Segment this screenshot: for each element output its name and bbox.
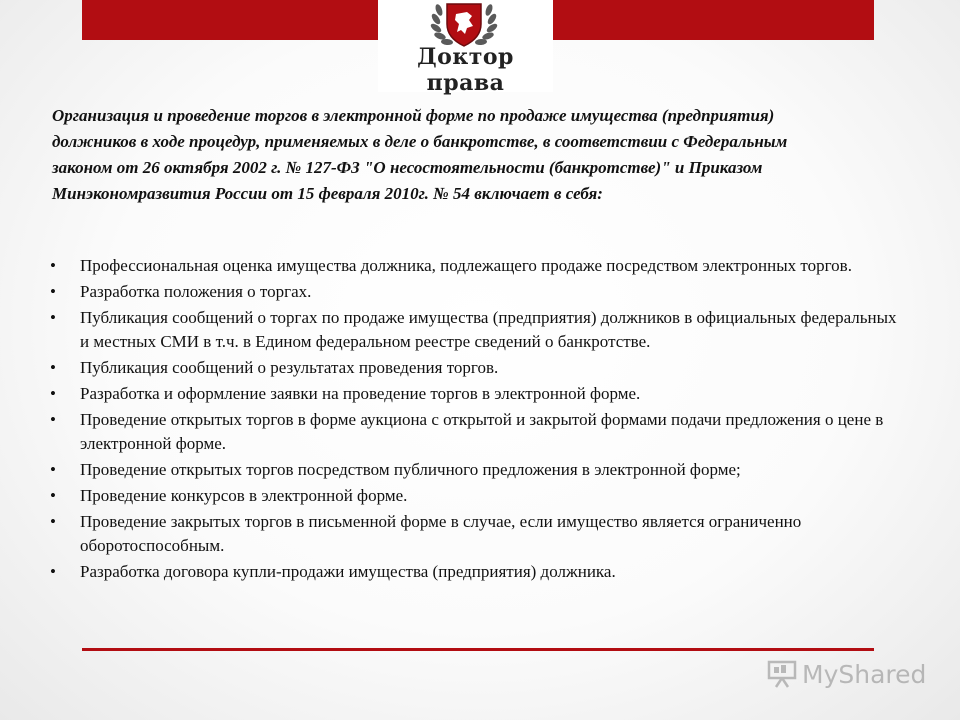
services-list	[48, 254, 908, 586]
list-item-text: Публикация сообщений о результатах проведения торгов.	[80, 358, 499, 377]
list-item	[48, 356, 908, 380]
bottom-divider	[82, 648, 874, 651]
bullet: •	[50, 358, 56, 377]
bullet: •	[50, 562, 56, 581]
list-item-text: Проведение открытых торгов в форме аукциона с открытой и закрытой формами подачи предложения о цене в электронной форме.	[80, 410, 884, 453]
presentation-screen-icon	[766, 659, 798, 689]
intro-paragraph: Организация и проведение торгов в электронной форме по продаже имущества (предприятия) должников в ходе процедур, применяемых в деле о банкротстве, в соответствии с Федеральным законом от 26 октября 2002 г. № 127-ФЗ "О несостоятельности (банкротстве)" и Приказом Минэкономразвития России от 15 февраля 2010г. № 54 включает в себя:	[52, 106, 788, 203]
bullet: •	[50, 384, 56, 403]
list-item-text: Профессиональная оценка имущества должника, подлежащего продаже посредством электронных торгов.	[80, 256, 852, 275]
bullet: •	[50, 308, 56, 327]
list-item	[48, 484, 908, 508]
bullet: •	[50, 256, 56, 275]
bullet: •	[50, 282, 56, 301]
list-item	[48, 510, 908, 558]
watermark-text: MyShared	[802, 659, 927, 689]
bullet: •	[50, 486, 56, 505]
list-item	[48, 560, 908, 584]
list-item-text: Публикация сообщений о торгах по продаже имущества (предприятия) должников в официальных федеральных и местных СМИ в т.ч. в Едином федеральном реестре сведений о банкротстве.	[80, 308, 897, 351]
brand-name: Доктор права	[417, 44, 514, 96]
list-item	[48, 306, 908, 354]
list-item-text: Проведение закрытых торгов в письменной форме в случае, если имущество является ограниченно оборотоспособным.	[80, 512, 802, 555]
list-item-text: Проведение конкурсов в электронной форме.	[80, 486, 408, 505]
bullet: •	[50, 460, 56, 479]
list-item-text: Разработка и оформление заявки на проведение торгов в электронной форме.	[80, 384, 641, 403]
header-bar-right	[553, 0, 874, 40]
bullet: •	[50, 410, 56, 429]
header-bar-left	[82, 0, 378, 40]
list-item	[48, 408, 908, 456]
list-item	[48, 458, 908, 482]
list-item-text: Проведение открытых торгов посредством публичного предложения в электронной форме;	[80, 460, 741, 479]
list-item	[48, 382, 908, 406]
list-item-text: Разработка договора купли-продажи имущества (предприятия) должника.	[80, 562, 616, 581]
list-item	[48, 254, 908, 278]
bullet: •	[50, 512, 56, 531]
list-item-text: Разработка положения о торгах.	[80, 282, 312, 301]
list-item	[48, 280, 908, 304]
watermark	[766, 656, 926, 692]
heraldic-shield-laurel-icon	[425, 0, 503, 50]
